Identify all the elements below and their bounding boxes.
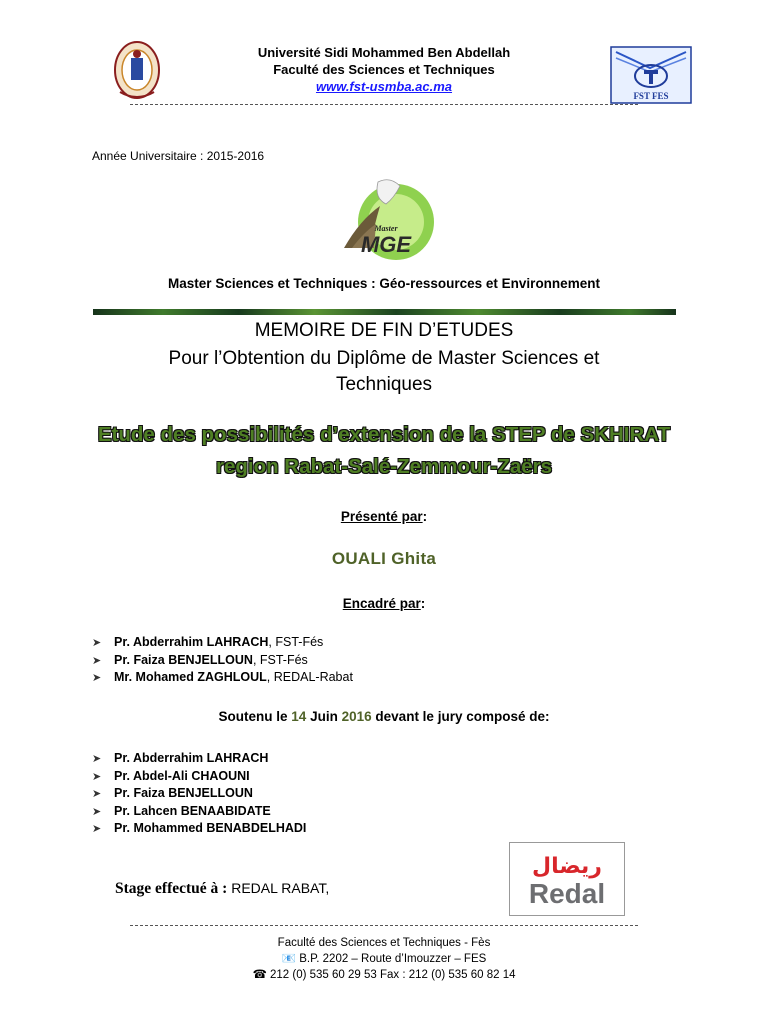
internship-location: Stage effectué à : REDAL RABAT, bbox=[115, 880, 330, 897]
header-divider bbox=[130, 104, 638, 105]
arrow-bullet-icon: ➤ bbox=[92, 770, 102, 783]
fst-fes-logo bbox=[610, 46, 692, 104]
master-program-title: Master Sciences et Techniques : Géo-ressources et Environnement bbox=[168, 276, 600, 291]
jury-list bbox=[92, 751, 306, 839]
presented-by-label: Présenté par: bbox=[340, 509, 428, 524]
mge-logo-small-text: Master bbox=[374, 224, 398, 233]
arrow-bullet-icon: ➤ bbox=[92, 672, 102, 684]
list-item: ➤ Pr. Mohammed BENABDELHADI bbox=[92, 821, 307, 835]
university-name: Université Sidi Mohammed Ben Abdellah bbox=[257, 45, 511, 60]
redal-latin-text: Redal bbox=[528, 878, 606, 909]
arrow-bullet-icon: ➤ bbox=[92, 654, 102, 667]
list-item: ➤ Pr. Faiza BENJELLOUN bbox=[92, 786, 253, 800]
list-item: ➤ Pr. Lahcen BENAABIDATE bbox=[92, 803, 271, 818]
list-item: ➤ Pr. Abderrahim LAHRACH bbox=[92, 751, 269, 765]
footer-divider bbox=[130, 925, 638, 926]
defense-statement: Soutenu le 14 Juin 2016 devant le jury composé de: bbox=[218, 709, 550, 724]
footer-contact bbox=[180, 935, 588, 983]
memoire-title: MEMOIRE DE FIN D’ETUDES bbox=[254, 320, 514, 341]
arrow-bullet-icon: ➤ bbox=[92, 805, 102, 818]
faculty-name: Faculté des Sciences et Techniques bbox=[273, 62, 495, 77]
thesis-title bbox=[40, 419, 728, 483]
footer-faculty: Faculté des Sciences et Techniques - Fès bbox=[277, 937, 491, 949]
website-link[interactable]: www.fst-usmba.ac.ma bbox=[315, 79, 453, 94]
academic-year: Année Universitaire : 2015-2016 bbox=[92, 149, 265, 163]
redal-arabic-text: ريضال bbox=[532, 854, 602, 879]
footer-address: 📧 B.P. 2202 – Route d’Imouzzer – FES bbox=[281, 953, 487, 965]
footer-phone: ☎ 212 (0) 535 60 29 53 Fax : 212 (0) 535 60 82 14 bbox=[252, 969, 516, 981]
list-item: ➤ Pr. Faiza BENJELLOUN, FST-Fés bbox=[92, 652, 308, 667]
university-seal-logo bbox=[112, 38, 162, 104]
list-item: ➤ Pr. Abdel-Ali CHAOUNI bbox=[92, 768, 250, 783]
list-item: ➤ Pr. Abderrahim LAHRACH, FST-Fés bbox=[92, 635, 324, 649]
phone-icon: ☎ bbox=[252, 969, 270, 981]
thesis-title-line-1: Etude des possibilités d’extension de la STEP de SKHIRAT bbox=[97, 423, 671, 446]
thesis-title-line-2: region Rabat-Salé-Zemmour-Zaërs bbox=[215, 455, 553, 478]
list-item: ➤ Mr. Mohamed ZAGHLOUL, REDAL-Rabat bbox=[92, 670, 353, 684]
fst-logo-text: FST FES bbox=[633, 91, 669, 101]
diploma-subtitle: Pour l’Obtention du Diplôme de Master Sciences et Techniques bbox=[168, 348, 600, 395]
redal-logo bbox=[509, 842, 625, 916]
supervisor-list bbox=[92, 635, 353, 688]
author-name: OUALI Ghita bbox=[331, 549, 437, 568]
supervised-by-label: Encadré par: bbox=[342, 596, 426, 611]
arrow-bullet-icon: ➤ bbox=[92, 788, 102, 800]
arrow-bullet-icon: ➤ bbox=[92, 753, 102, 765]
master-mge-logo bbox=[330, 176, 440, 266]
decorative-green-band bbox=[93, 309, 676, 315]
arrow-bullet-icon: ➤ bbox=[92, 823, 102, 835]
mge-logo-text: MGE bbox=[360, 232, 412, 257]
arrow-bullet-icon: ➤ bbox=[92, 637, 102, 649]
mailbox-icon: 📧 bbox=[281, 953, 300, 965]
header-institution bbox=[180, 44, 588, 95]
